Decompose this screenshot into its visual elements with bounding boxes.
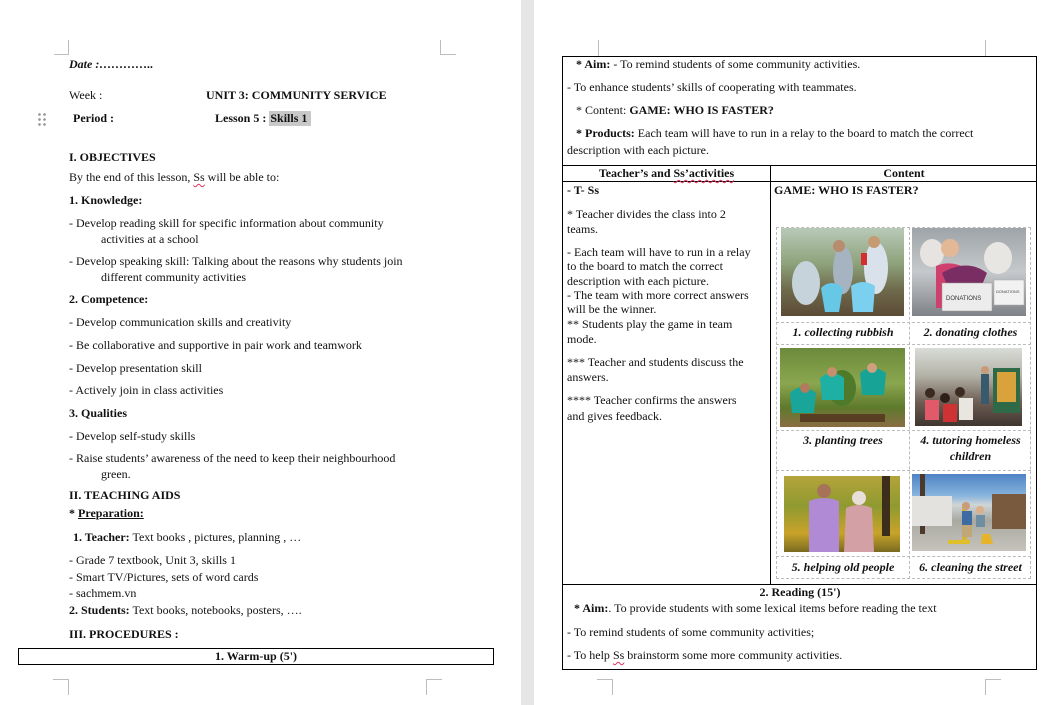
margin-corner-bottom-right [426,679,442,695]
text-run: * Aim: [576,57,611,71]
photo-collecting-rubbish[interactable] [781,228,904,316]
text-run: By the end of this lesson, [69,170,194,184]
text-run: - To help [567,648,613,662]
text-run: Each team will have to run in a relay to the board to match the correct [634,126,974,140]
spelling-flag-ss[interactable]: Ss’activities [673,166,735,180]
spelling-flag-ss[interactable]: Ss [612,648,625,662]
products-line[interactable] [576,126,1032,141]
teacher-aids-line[interactable] [73,530,301,545]
table-rule [562,181,1037,182]
knowledge-item-1-line1[interactable]: - Develop reading skill for specific information about community [69,216,384,230]
text-run: 1. Teacher: [73,530,130,544]
margin-corner-top-left [54,40,69,55]
aids-item[interactable]: - Grade 7 textbook, Unit 3, skills 1 [69,553,236,567]
text-run: brainstorm some more community activities. [624,648,843,662]
activity-line[interactable]: **** Teacher confirms the answers [567,393,737,407]
lesson-line[interactable] [215,111,311,126]
text-run: will be able to: [204,170,280,184]
activity-line[interactable]: teams. [567,222,598,236]
competence-item[interactable]: - Develop presentation skill [69,361,202,375]
activity-line[interactable]: and gives feedback. [567,409,662,423]
activity-line[interactable]: * Teacher divides the class into 2 [567,207,726,221]
competence-heading[interactable]: 2. Competence: [69,292,149,306]
photo-donating-clothes[interactable] [912,228,1026,316]
competence-item[interactable]: - Actively join in class activities [69,383,224,397]
caption-2[interactable]: 2. donating clothes [923,325,1018,339]
knowledge-item-2-line2[interactable]: different community activities [101,270,247,284]
caption-4-line2[interactable]: children [949,449,992,463]
activity-line[interactable]: ** Students play the game in team [567,317,733,331]
reading-aim-line[interactable] [574,601,937,616]
drag-handle-icon[interactable] [37,112,47,126]
text-run: Text books , pictures, planning , … [129,530,302,544]
photo-tutoring-homeless-children[interactable] [915,348,1022,426]
knowledge-item-1-line2[interactable]: activities at a school [101,232,199,246]
activity-line[interactable]: will be the winner. [567,302,657,316]
competence-item[interactable]: - Develop communication skills and creativity [69,315,292,329]
reading-item[interactable]: - To remind students of some community activities; [567,625,815,639]
period-label[interactable]: Period : [73,111,114,125]
text-run: * Content: [576,103,630,117]
caption-4-line1[interactable]: 4. tutoring homeless [920,433,1021,447]
column-header-activities[interactable] [563,166,770,181]
objectives-intro[interactable] [69,170,279,185]
caption-3[interactable]: 3. planting trees [803,433,883,447]
warmup-table-header[interactable]: 1. Warm-up (5') [18,648,494,665]
margin-corner-top-right [985,40,1001,56]
lesson-name-selected[interactable]: Skills 1 [269,111,311,126]
qualities-item-line2[interactable]: green. [101,467,131,481]
activity-line[interactable]: - T- Ss [567,183,600,197]
margin-corner-top-left [584,40,599,56]
objectives-heading[interactable]: I. OBJECTIVES [69,150,156,164]
students-aids-line[interactable] [69,603,302,618]
knowledge-item-2-line1[interactable]: - Develop speaking skill: Talking about the reasons why students join [69,254,403,268]
game-title[interactable]: GAME: WHO IS FASTER? [774,183,919,197]
activity-line[interactable]: to the board to match the correct [567,259,723,273]
activity-line[interactable]: - Each team will have to run in a relay [567,245,751,259]
text-run: Teacher’s and [598,166,674,180]
text-run: Text books, notebooks, posters, …. [129,603,302,617]
text-run: * Aim: [574,601,609,615]
text-run: * Products: [576,126,635,140]
knowledge-heading[interactable]: 1. Knowledge: [69,193,143,207]
margin-corner-bottom-right [985,679,1001,695]
qualities-item[interactable]: - Develop self-study skills [69,429,196,443]
reading-title[interactable]: 2. Reading (15') [759,585,841,599]
aim-line[interactable] [576,57,860,72]
text-run: GAME: WHO IS FASTER? [629,103,774,117]
week-label[interactable]: Week : [69,88,103,102]
text-run: 2. Students: [69,603,130,617]
aids-item[interactable]: - sachmem.vn [69,586,137,600]
margin-corner-top-right [440,40,456,55]
competence-item[interactable]: - Be collaborative and supportive in pair work and teamwork [69,338,362,352]
aids-item[interactable]: - Smart TV/Pictures, sets of word cards [69,570,259,584]
caption-1[interactable]: 1. collecting rubbish [792,325,894,339]
reading-item-brainstorm[interactable] [567,648,842,663]
qualities-item-line1[interactable]: - Raise students’ awareness of the need to keep their neighbourhood [69,451,396,465]
products-line-2[interactable]: description with each picture. [567,143,709,157]
column-header-content[interactable]: Content [883,166,925,180]
photo-planting-trees[interactable] [780,348,905,427]
spelling-flag-ss[interactable]: Ss [193,170,205,184]
qualities-heading[interactable]: 3. Qualities [69,406,128,420]
text-run: - To remind students of some community activities. [610,57,861,71]
text-run: . To provide students with some lexical items before reading the text [608,601,937,615]
svg-text:DONATIONS: DONATIONS [996,289,1020,294]
column-divider [770,165,771,585]
margin-corner-bottom-left [597,679,613,695]
content-line[interactable] [576,103,774,118]
activity-line[interactable]: description with each picture. [567,274,709,288]
document-page-right [534,0,1060,705]
activity-line[interactable]: *** Teacher and students discuss the [567,355,744,369]
date-line[interactable]: Date :………….. [69,57,154,71]
procedures-heading[interactable]: III. PROCEDURES : [69,627,179,641]
photo-helping-old-people[interactable] [784,476,900,552]
text-run: * [69,506,78,520]
activity-line[interactable]: - The team with more correct answers [567,288,749,302]
activity-line[interactable]: mode. [567,332,597,346]
document-page-left [0,0,521,705]
lesson-prefix: Lesson 5 : [215,111,270,125]
margin-corner-bottom-left [53,679,69,695]
donations-sign: DONATIONS [946,296,982,302]
caption-5[interactable]: 5. helping old people [791,560,895,574]
activity-line[interactable]: answers. [567,370,609,384]
text-run: Preparation: [78,506,144,520]
aim-line-2[interactable]: - To enhance students’ skills of cooperating with teammates. [567,80,857,94]
caption-6[interactable]: 6. cleaning the street [919,560,1022,574]
preparation-heading[interactable] [69,506,144,521]
photo-cleaning-the-street[interactable] [912,474,1026,551]
teaching-aids-heading[interactable]: II. TEACHING AIDS [69,488,181,502]
unit-title[interactable]: UNIT 3: COMMUNITY SERVICE [206,88,387,102]
